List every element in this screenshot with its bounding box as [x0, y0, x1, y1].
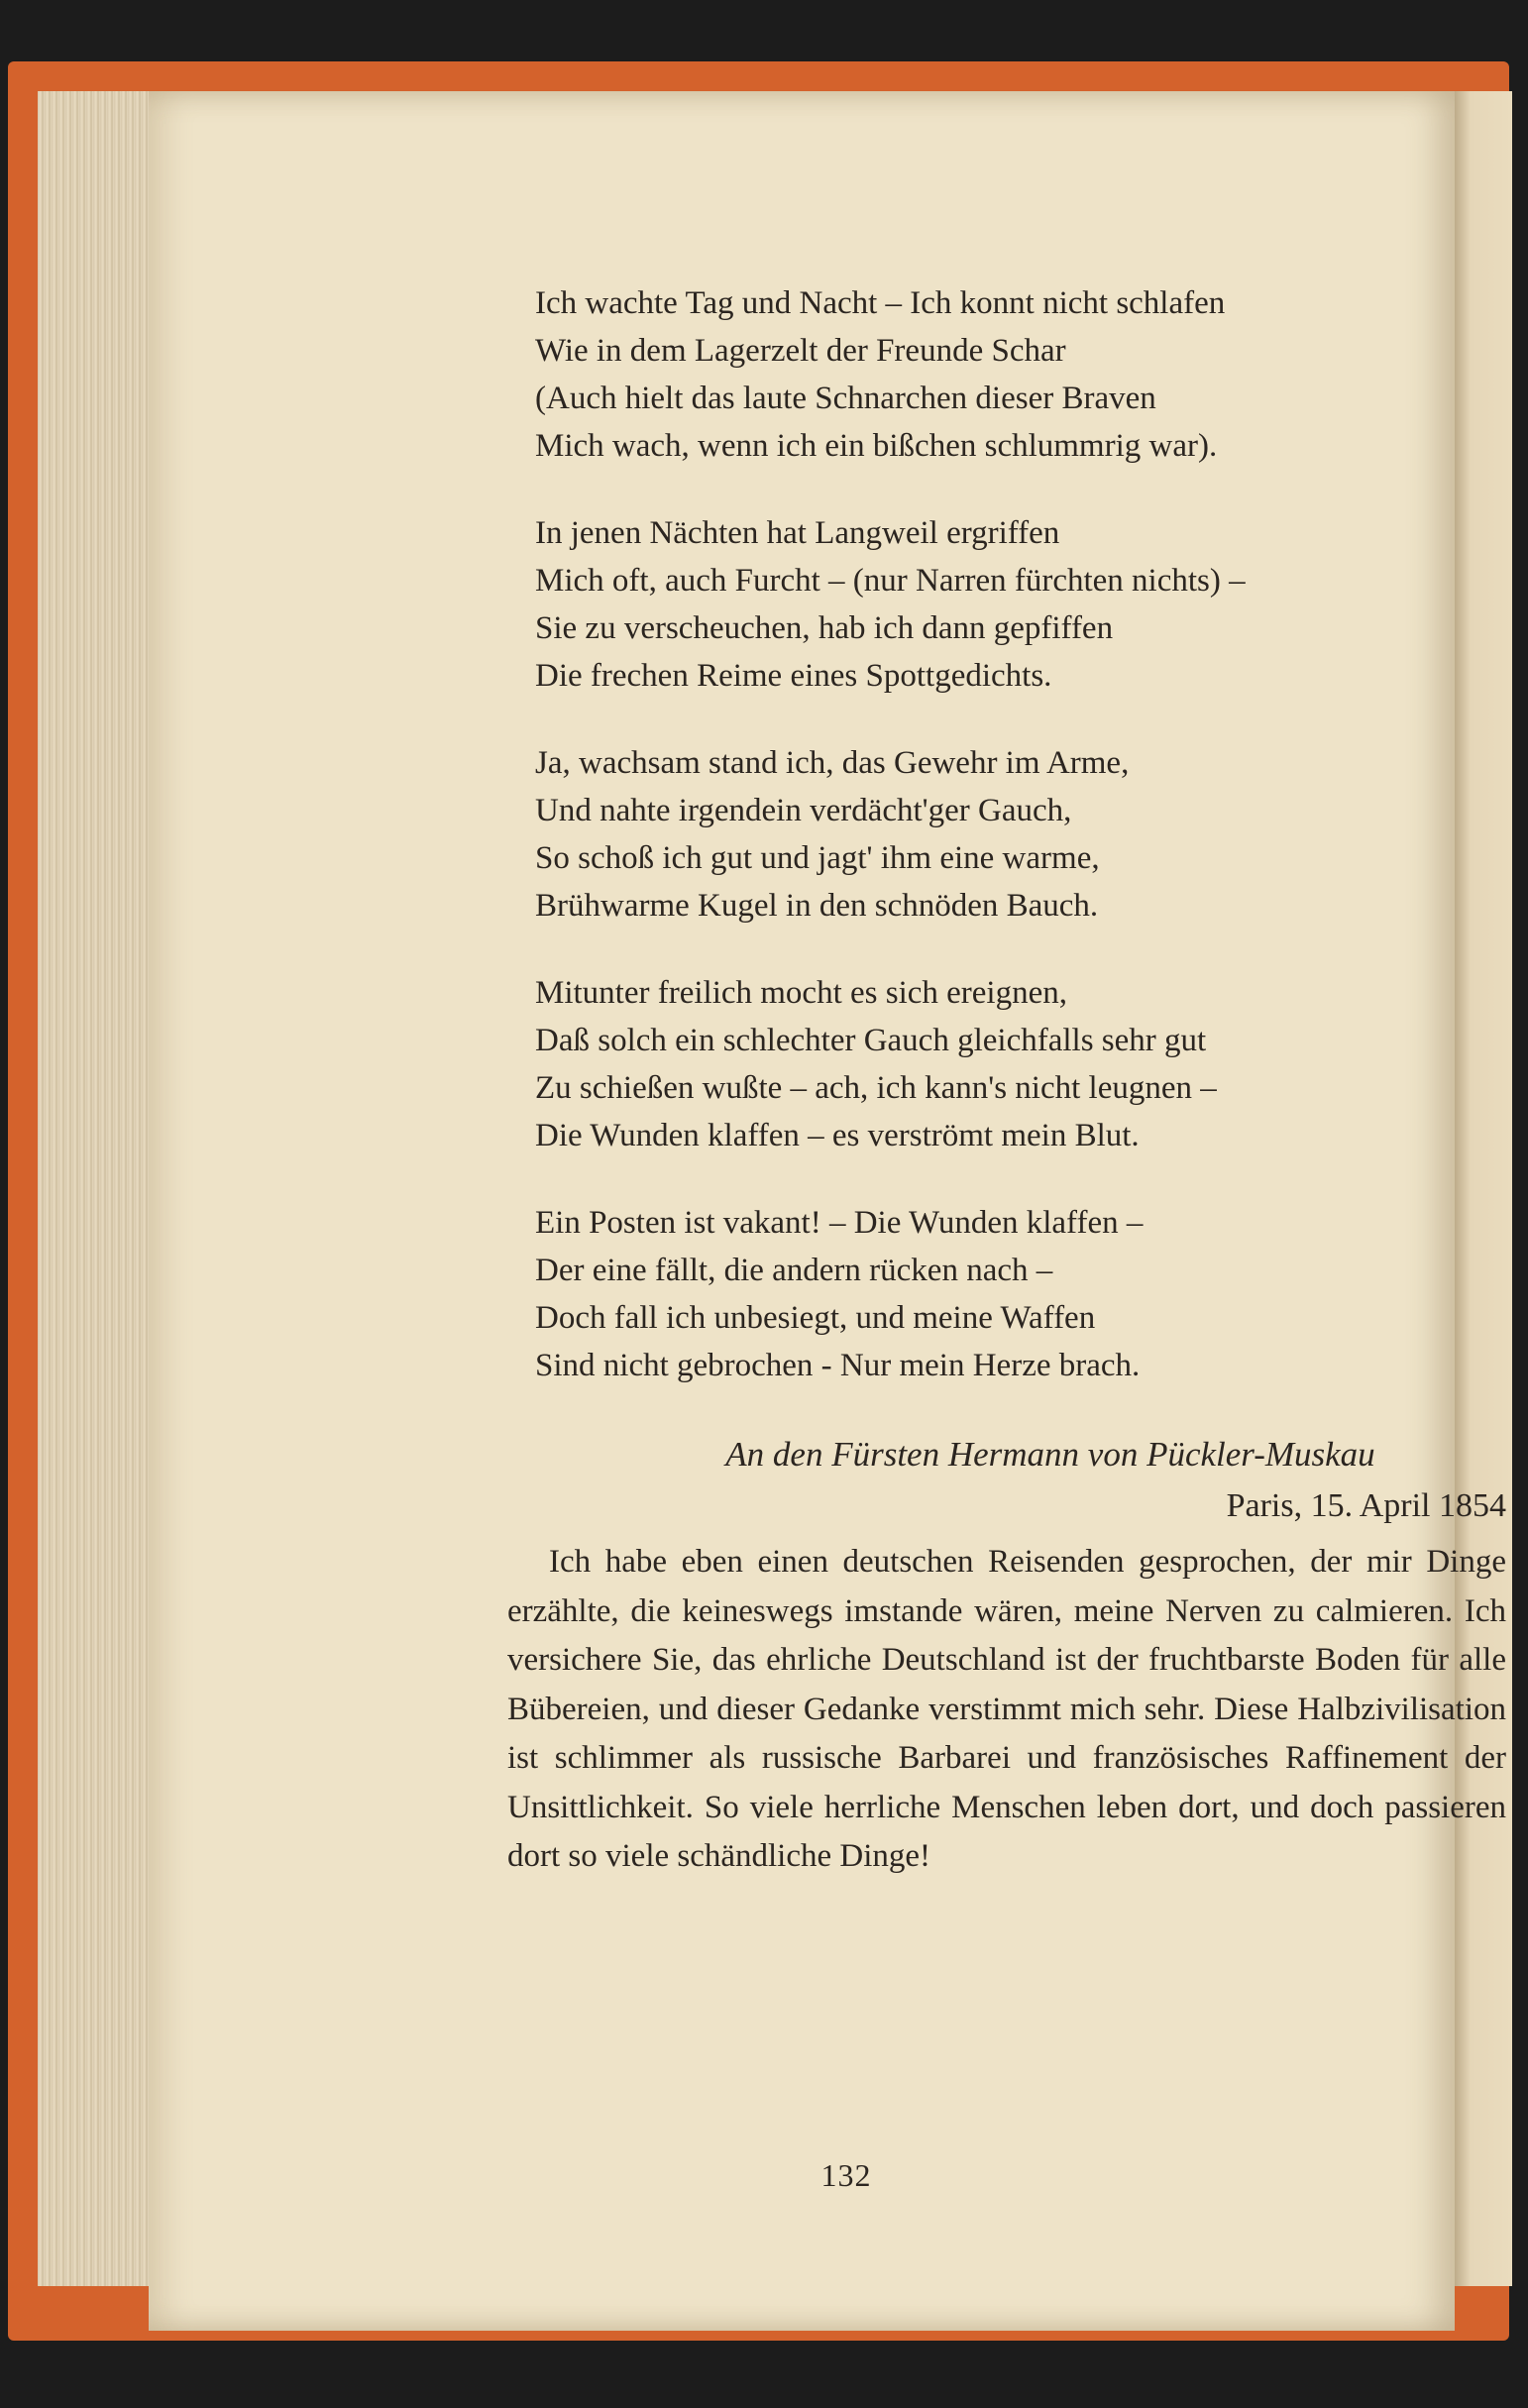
- page-edges: [38, 91, 157, 2286]
- page-number: 132: [820, 2157, 872, 2193]
- poem-line: Und nahte irgendein verdächt'ger Gauch,: [535, 793, 1072, 828]
- poem-line: Zu schießen wußte – ach, ich kann's nicht leugnen –: [535, 1070, 1217, 1106]
- book-page: [149, 91, 1506, 2331]
- poem-line: In jenen Nächten hat Langweil ergriffen: [535, 515, 1060, 551]
- poem-line: So schoß ich gut und jagt' ihm eine warme,: [535, 840, 1100, 876]
- poem-line: Die Wunden klaffen – es verströmt mein Blut.: [535, 1118, 1140, 1153]
- poem-line: (Auch hielt das laute Schnarchen dieser Braven: [535, 381, 1156, 416]
- letter-body: Ich habe eben einen deutschen Reisenden gesprochen, der mir Dinge erzählte, die keineswegs imstande wären, meine Nerven zu calmieren. Ich versichere Sie, das ehrliche Deutschland ist der fruchtbarste Boden für alle Bübereien, und dieser Gedanke verstimmt mich sehr. Diese Halbzivilisation ist schlimmer als russische Barbarei und französisches Raffinement der Unsittlichkeit. So viele herrliche Menschen leben dort, und doch passieren dort so viele schändliche Dinge!: [507, 1544, 1506, 1874]
- stanza-2: [535, 509, 1506, 700]
- poem-line: Sind nicht gebrochen - Nur mein Herze brach.: [535, 1348, 1141, 1383]
- poem-line: Ja, wachsam stand ich, das Gewehr im Arme,: [535, 745, 1130, 781]
- poem-line: Wie in dem Lagerzelt der Freunde Schar: [535, 333, 1066, 369]
- poem-line: Daß solch ein schlechter Gauch gleichfalls sehr gut: [535, 1023, 1207, 1058]
- poem-line: Ein Posten ist vakant! – Die Wunden klaffen –: [535, 1205, 1144, 1241]
- stanza-5: [535, 1199, 1506, 1389]
- poem: [535, 279, 1506, 1389]
- poem-line: Mitunter freilich mocht es sich ereignen,: [535, 975, 1067, 1011]
- page-content: [507, 279, 1506, 1882]
- poem-line: Ich wachte Tag und Nacht – Ich konnt nicht schlafen: [535, 285, 1226, 321]
- letter-heading: An den Fürsten Hermann von Pückler-Muskau: [725, 1435, 1375, 1474]
- poem-line: Doch fall ich unbesiegt, und meine Waffen: [535, 1300, 1096, 1336]
- poem-line: Brühwarme Kugel in den schnöden Bauch.: [535, 888, 1099, 924]
- poem-line: Mich oft, auch Furcht – (nur Narren fürchten nichts) –: [535, 563, 1246, 599]
- poem-line: Mich wach, wenn ich ein bißchen schlummrig war).: [535, 428, 1218, 464]
- poem-line: Sie zu verscheuchen, hab ich dann gepfiffen: [535, 610, 1114, 646]
- poem-line: Die frechen Reime eines Spottgedichts.: [535, 658, 1052, 694]
- stanza-4: [535, 969, 1506, 1159]
- stanza-3: [535, 739, 1506, 930]
- poem-line: Der eine fällt, die andern rücken nach –: [535, 1253, 1053, 1288]
- stanza-1: [535, 279, 1506, 470]
- letter-date: Paris, 15. April 1854: [1226, 1487, 1506, 1524]
